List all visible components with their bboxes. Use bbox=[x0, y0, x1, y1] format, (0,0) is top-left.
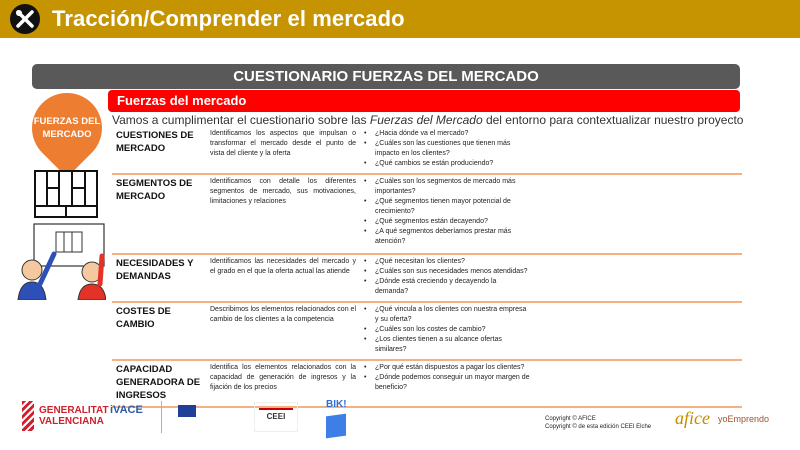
row-questions bbox=[360, 305, 530, 355]
intro-before: Vamos a cumplimentar el cuestionario sobre las bbox=[112, 113, 370, 127]
row-questions bbox=[360, 177, 530, 247]
intro-after: del entorno para contextualizar nuestro proyecto bbox=[482, 113, 744, 127]
row-title: CAPACIDAD GENERADORA DE INGRESOS bbox=[116, 364, 201, 401]
question-item: • ¿Dónde podemos conseguir un mayor margen de beneficio? bbox=[364, 373, 530, 393]
question-item: • ¿Dónde está creciendo y decayendo la demanda? bbox=[364, 277, 530, 297]
intro-text bbox=[112, 113, 743, 127]
pin-label bbox=[32, 115, 102, 141]
row-title: SEGMENTOS DE MERCADO bbox=[116, 178, 193, 202]
ivace-logo bbox=[110, 404, 143, 421]
gv-line2: VALENCIANA bbox=[39, 416, 104, 427]
eu-flag-icon bbox=[178, 405, 196, 417]
question-item: • ¿Cuáles son las cuestiones que tienen más impacto en los clientes? bbox=[364, 139, 530, 159]
row-questions bbox=[360, 257, 530, 297]
question-item: • ¿Qué segmentos tienen mayor potencial de crecimiento? bbox=[364, 197, 530, 217]
copyright-line1: Copyright © AFICE bbox=[545, 416, 596, 422]
row-description: Identificamos con detalle los diferentes segmentos de mercado, sus motivaciones, limitaciones y relaciones bbox=[210, 178, 356, 205]
question-item: • ¿Por qué están dispuestos a pagar los clientes? bbox=[364, 363, 530, 373]
question-item: • ¿Qué necesitan los clientes? bbox=[364, 257, 530, 267]
intro-italic: Fuerzas del Mercado bbox=[369, 113, 483, 127]
table-row bbox=[112, 255, 742, 303]
row-title: CUESTIONES DE MERCADO bbox=[116, 130, 194, 154]
table-row bbox=[112, 303, 742, 361]
row-questions bbox=[360, 129, 530, 169]
afice-logo: afice bbox=[675, 408, 710, 428]
question-item: • ¿Qué segmentos están decayendo? bbox=[364, 217, 530, 227]
row-title: COSTES DE CAMBIO bbox=[116, 306, 171, 330]
table-row bbox=[112, 175, 742, 255]
generalitat-emblem-icon bbox=[22, 401, 34, 431]
row-description: Identificamos los aspectos que impulsan o transformar el mercado desde el punto de vista del cliente y la oferta bbox=[210, 130, 356, 157]
question-item: • ¿Cuáles son los segmentos de mercado más importantes? bbox=[364, 177, 530, 197]
ivace-label: iVACE bbox=[110, 404, 143, 416]
question-item: • ¿Los clientes tienen a su alcance ofertas similares? bbox=[364, 335, 530, 355]
bik-cube-icon bbox=[326, 414, 346, 439]
logo-divider bbox=[161, 401, 162, 433]
table-row bbox=[112, 127, 742, 175]
questionnaire-title: CUESTIONARIO FUERZAS DEL MERCADO bbox=[32, 64, 740, 89]
row-description: Identifica los elementos relacionados con la capacidad de generación de ingresos y la fijación de los precios bbox=[210, 364, 356, 391]
ceei-logo bbox=[254, 402, 298, 432]
copyright-line2: Copyright © de esta edición CEEI Elche bbox=[545, 424, 652, 430]
question-item: • ¿Cuáles son los costes de cambio? bbox=[364, 325, 530, 335]
bik-logo: BIK! bbox=[326, 399, 347, 410]
canvas-grid-icon bbox=[34, 170, 98, 218]
people-whiteboard-icon bbox=[14, 222, 106, 300]
section-title: Fuerzas del mercado bbox=[108, 90, 740, 112]
copyright-text bbox=[545, 415, 651, 431]
row-description: Identificamos las necesidades del mercado y el grado en el que la oferta actual las atiende bbox=[210, 258, 356, 275]
ceei-label: CEEI bbox=[266, 412, 286, 421]
questionnaire-table bbox=[112, 127, 742, 408]
ceei-bar-icon bbox=[259, 408, 293, 410]
header-bar bbox=[0, 0, 800, 38]
pin-label-line2: MERCADO bbox=[42, 129, 92, 140]
question-item: • ¿Hacia dónde va el mercado? bbox=[364, 129, 530, 139]
question-item: • ¿Cuáles son sus necesidades menos atendidas? bbox=[364, 267, 530, 277]
question-item: • ¿A qué segmentos deberíamos prestar más atención? bbox=[364, 227, 530, 247]
question-item: • ¿Qué vincula a los clientes con nuestra empresa y su oferta? bbox=[364, 305, 530, 325]
generalitat-logo bbox=[22, 401, 109, 431]
gv-line1: GENERALITAT bbox=[39, 405, 109, 416]
pin-label-line1: FUERZAS DEL bbox=[33, 116, 101, 127]
eu-logo bbox=[178, 405, 196, 417]
row-description: Describimos los elementos relacionados con el cambio de los clientes a la competencia bbox=[210, 306, 356, 323]
question-item: • ¿Qué cambios se están produciendo? bbox=[364, 159, 530, 169]
row-title: NECESIDADES Y DEMANDAS bbox=[116, 258, 194, 282]
page-title: Tracción/Comprender el mercado bbox=[52, 6, 405, 31]
tools-icon bbox=[10, 4, 40, 34]
yoemprendo-logo: yoEmprendo bbox=[718, 414, 770, 424]
